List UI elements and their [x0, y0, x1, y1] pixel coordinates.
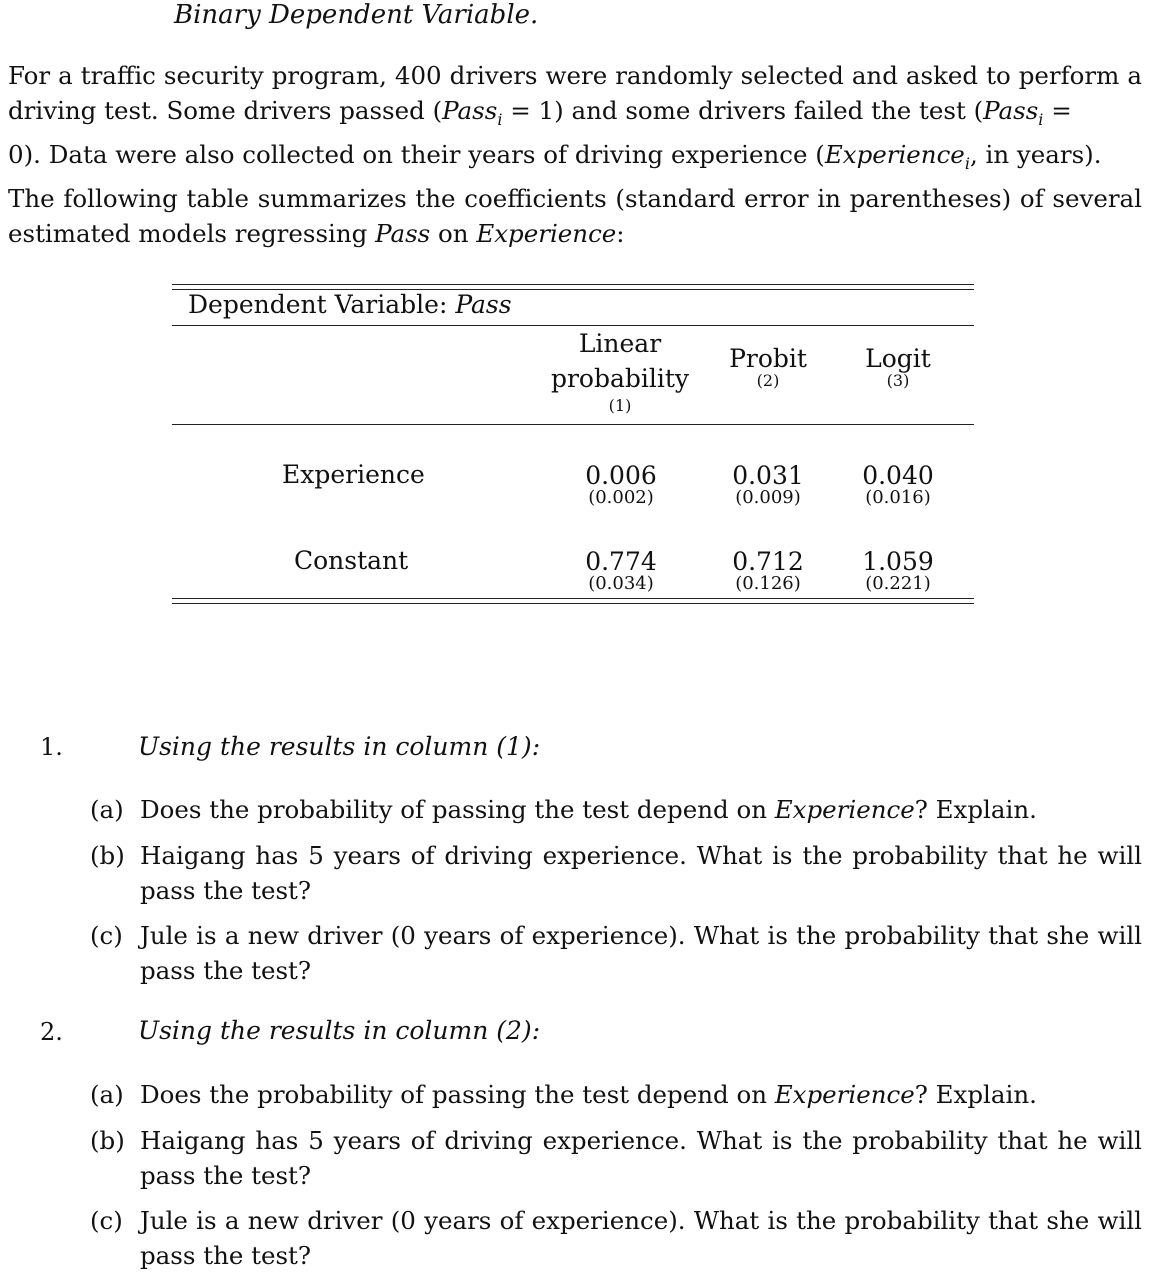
intro-line-3: 0). Data were also collected on their years of driving experience (Experience$_i$, in years).	[8, 139, 1102, 173]
question-2-item-b: (b) Haigang has 5 years of driving experience. What is the probability that he will pass the test?	[90, 1126, 1142, 1190]
intro-line-2: driving test. Some drivers passed (Pass$_i$ = 1) and some drivers failed the test (Pass$_i$ =	[8, 96, 1072, 129]
column-header-logit: Logit (3)	[865, 344, 931, 390]
column-header-probit: Probit (2)	[729, 344, 807, 390]
row-label-constant: Constant	[294, 546, 409, 575]
question-number: 1.	[40, 733, 63, 761]
question-1-item-c: (c) Jule is a new driver (0 years of experience). What is the probability that she will pass the test?	[90, 921, 1142, 985]
table-bottom-rule	[172, 598, 974, 599]
table-top-rule	[172, 284, 974, 285]
question-number: 2.	[40, 1018, 63, 1046]
dependent-variable-label: Dependent Variable: Pass	[188, 290, 512, 319]
question-1-item-b: (b) Haigang has 5 years of driving experience. What is the probability that he will pass the test?	[90, 841, 1142, 905]
cell-constant-col3: 1.059 (0.221)	[862, 547, 934, 594]
question-2-item-c: (c) Jule is a new driver (0 years of experience). What is the probability that she will pass the test?	[90, 1206, 1142, 1270]
question-2-item-a: (a) Does the probability of passing the test depend on Experience? Explain.	[90, 1080, 1037, 1109]
question-heading: Using the results in column (1):	[138, 732, 541, 761]
column-header-rule	[172, 424, 974, 425]
column-header-linear-probability: Linear probability (1)	[550, 329, 690, 415]
question-heading: Using the results in column (2):	[138, 1016, 541, 1045]
cell-experience-col3: 0.040 (0.016)	[862, 461, 934, 508]
cell-experience-col1: 0.006 (0.002)	[585, 461, 657, 508]
cell-constant-col1: 0.774 (0.034)	[585, 547, 657, 594]
table-bottom-rule-2	[172, 603, 974, 604]
intro-paragraph	[8, 58, 1142, 251]
cell-constant-col2: 0.712 (0.126)	[732, 547, 804, 594]
question-1-item-a: (a) Does the probability of passing the test depend on Experience? Explain.	[90, 795, 1037, 824]
document-title: Binary Dependent Variable.	[174, 0, 539, 30]
intro-line-4: The following table summarizes the coefficients (standard error in parentheses) of several	[8, 183, 1142, 213]
row-label-experience: Experience	[282, 460, 425, 489]
cell-experience-col2: 0.031 (0.009)	[732, 461, 804, 508]
intro-line-1: For a traffic security program, 400 drivers were randomly selected and asked to perform a	[8, 61, 1142, 90]
intro-line-5: estimated models regressing Pass on Experience:	[8, 218, 625, 248]
